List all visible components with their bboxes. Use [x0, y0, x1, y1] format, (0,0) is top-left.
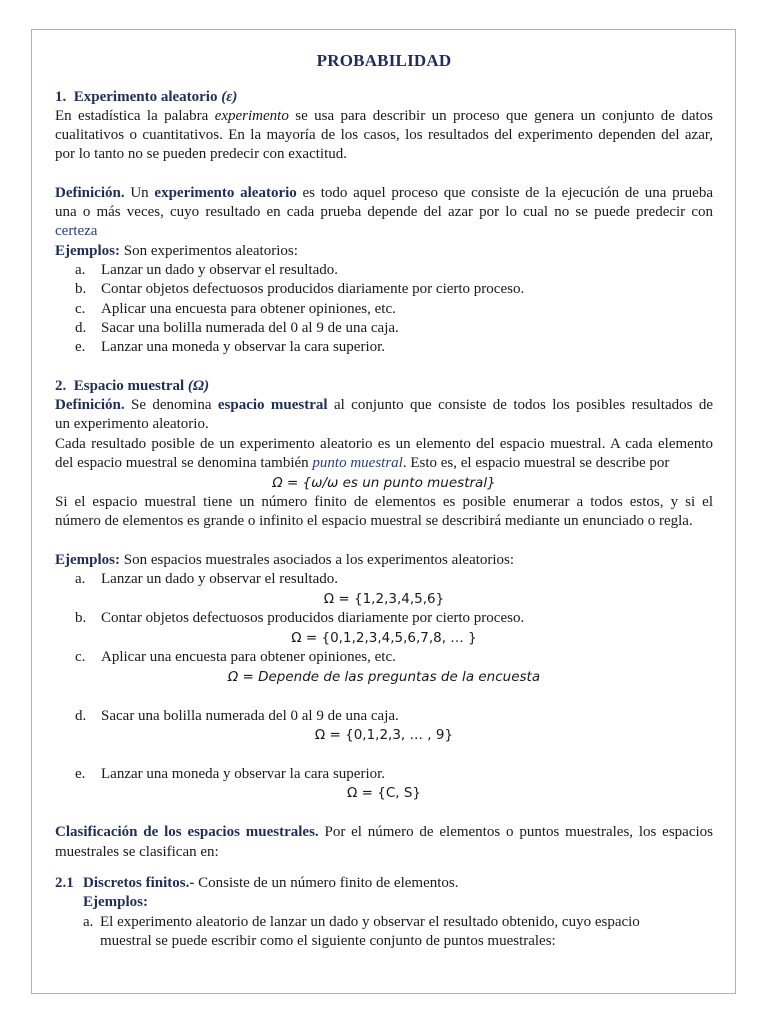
formula: Ω = {ω/ω es un punto muestral}	[272, 475, 496, 491]
section-title: Experimento aleatorio	[73, 89, 218, 105]
list-item: a. El experimento aleatorio de lanzar un dado y observar el resultado obtenido, cuyo espacio	[83, 914, 640, 930]
sample-space-formula: Ω = {1,2,3,4,5,6}	[323, 591, 445, 607]
definition-label: Definición.	[55, 185, 125, 201]
paragraph-line: del espacio muestral se denomina también punto muestral. Esto es, el espacio muestral se describe por	[55, 455, 670, 471]
list-item: c. Aplicar una encuesta para obtener opiniones, etc.	[75, 301, 396, 317]
sample-space-formula: Ω = Depende de las preguntas de la encuesta	[227, 669, 541, 685]
paragraph-line: por lo tanto no se pueden predecir con exactitud.	[55, 146, 347, 162]
definition-line: Definición. Se denomina espacio muestral al conjunto que consiste de todos los posibles resultados de	[55, 397, 713, 413]
paragraph-line: un experimento aleatorio.	[55, 416, 209, 432]
sample-space-formula: Ω = {0,1,2,3, … , 9}	[314, 727, 454, 743]
list-item: b. Contar objetos defectuosos producidos diariamente por cierto proceso.	[75, 610, 525, 626]
list-item: a. Lanzar un dado y observar el resultado.	[75, 262, 338, 278]
list-item: e. Lanzar una moneda y observar la cara superior.	[75, 766, 386, 782]
paragraph-line: número de elementos es grande o infinito el espacio muestral se describirá mediante un enunciado o regla.	[55, 513, 693, 529]
paragraph-line: una o más veces, cuyo resultado en cada prueba depende del azar por lo cual no se puede predecir con	[55, 204, 713, 220]
examples-heading: Ejemplos:	[83, 894, 148, 910]
list-item-continuation: muestral se puede escribir como el siguiente conjunto de puntos muestrales:	[100, 933, 556, 949]
epsilon-symbol: (ε)	[221, 89, 238, 105]
definition-term: experimento aleatorio	[154, 185, 297, 201]
examples-heading: Ejemplos: Son espacios muestrales asociados a los experimentos aleatorios:	[55, 552, 515, 568]
sample-space-formula: Ω = {0,1,2,3,4,5,6,7,8, … }	[291, 630, 477, 646]
paragraph-line: cualitativos o cuantitativos. En la mayoría de los casos, los resultados del experimento dependen del azar,	[55, 127, 713, 143]
classification-line: Clasificación de los espacios muestrales. Por el número de elementos o puntos muestrales, los espacios	[55, 824, 713, 840]
omega-symbol: (Ω)	[187, 378, 210, 394]
definition-line: Definición. Un experimento aleatorio es todo aquel proceso que consiste de la ejecución de una prueba	[55, 185, 713, 201]
section-number: 1.	[55, 89, 67, 105]
list-item: e. Lanzar una moneda y observar la cara superior.	[75, 339, 386, 355]
paragraph-line: Cada resultado posible de un experimento aleatorio es un elemento del espacio muestral. A cada elemento	[55, 436, 713, 452]
paragraph-line: certeza	[55, 223, 98, 239]
list-item: c. Aplicar una encuesta para obtener opiniones, etc.	[75, 649, 396, 665]
examples-heading: Ejemplos: Son experimentos aleatorios:	[55, 243, 298, 259]
list-item: d. Sacar una bolilla numerada del 0 al 9 de una caja.	[75, 320, 399, 336]
paragraph-line: En estadística la palabra experimento se usa para describir un proceso que genera un conjunto de datos	[55, 108, 713, 124]
paragraph-line: Si el espacio muestral tiene un número finito de elementos es posible enumerar a todos estos, y si el	[55, 494, 713, 510]
list-item: a. Lanzar un dado y observar el resultado.	[75, 571, 338, 587]
list-item: b. Contar objetos defectuosos producidos diariamente por cierto proceso.	[75, 281, 525, 297]
sample-space-formula: Ω = {C, S}	[347, 785, 421, 801]
section-2-heading: 2. Espacio muestral (Ω)	[55, 378, 210, 394]
page-title: PROBABILIDAD	[316, 51, 452, 70]
paragraph-line: muestrales se clasifican en:	[55, 844, 219, 860]
definition-term: espacio muestral	[217, 397, 328, 413]
section-1-heading	[55, 88, 713, 107]
subsection-2-1-heading: 2.1 Discretos finitos.- Consiste de un número finito de elementos.	[55, 875, 459, 891]
list-item: d. Sacar una bolilla numerada del 0 al 9 de una caja.	[75, 708, 399, 724]
